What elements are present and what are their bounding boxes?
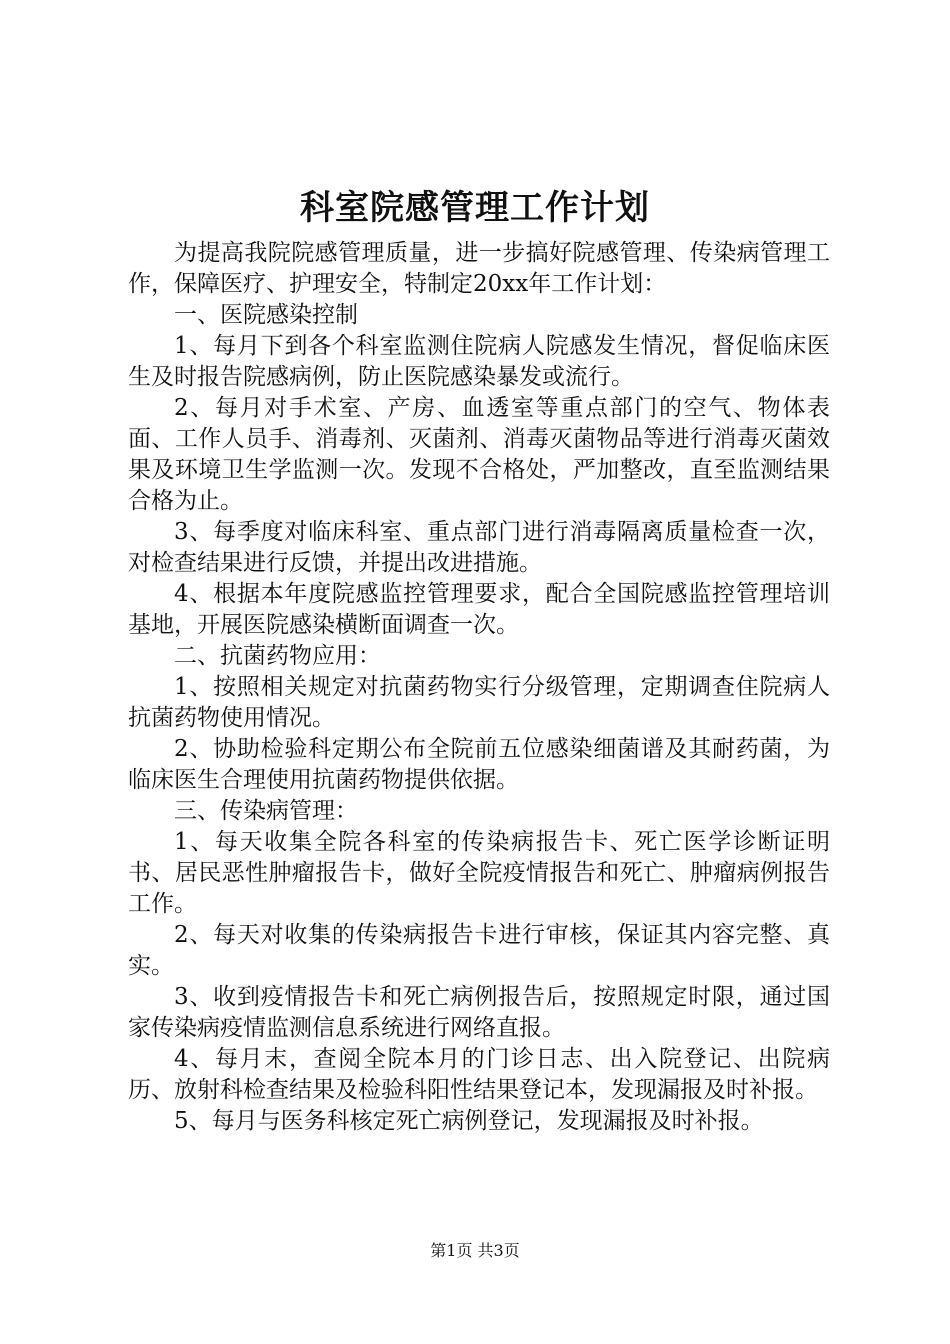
section-heading-infectious-disease: 三、传染病管理： — [174, 798, 358, 824]
section-heading-antibiotics: 二、抗菌药物应用： — [174, 643, 381, 669]
paragraph-item: 2、每月对手术室、产房、血透室等重点部门的空气、物体表面、工作人员手、消毒剂、灭菌剂、消毒灭菌物品等进行消毒灭菌效果及环境卫生学监测一次。发现不合格处，严加整改，直至监测结果合格为止。 — [128, 395, 830, 514]
page-number-footer: 第1页 共3页 — [430, 1241, 520, 1260]
paragraph-item: 2、每天对收集的传染病报告卡进行审核，保证其内容完整、真实。 — [128, 922, 830, 979]
paragraph-item: 4、根据本年度院感监控管理要求，配合全国院感监控管理培训基地，开展医院感染横断面调查一次。 — [128, 581, 830, 638]
paragraph-item: 1、按照相关规定对抗菌药物实行分级管理，定期调查住院病人抗菌药物使用情况。 — [128, 674, 830, 731]
paragraph-item: 1、每月下到各个科室监测住院病人院感发生情况，督促临床医生及时报告院感病例，防止医院感染暴发或流行。 — [128, 333, 830, 390]
section-heading-infection-control: 一、医院感染控制 — [174, 302, 358, 328]
document-body — [128, 238, 830, 1137]
paragraph-item: 4、每月末，查阅全院本月的门诊日志、出入院登记、出院病历、放射科检查结果及检验科阳性结果登记本，发现漏报及时补报。 — [128, 1046, 830, 1103]
paragraph-item: 3、收到疫情报告卡和死亡病例报告后，按照规定时限，通过国家传染病疫情监测信息系统进行网络直报。 — [128, 984, 830, 1041]
paragraph-intro: 为提高我院院感管理质量，进一步搞好院感管理、传染病管理工作，保障医疗、护理安全，特制定20xx年工作计划： — [128, 240, 830, 297]
paragraph-item: 1、每天收集全院各科室的传染病报告卡、死亡医学诊断证明书、居民恶性肿瘤报告卡，做好全院疫情报告和死亡、肿瘤病例报告工作。 — [128, 829, 830, 917]
paragraph-item: 3、每季度对临床科室、重点部门进行消毒隔离质量检查一次，对检查结果进行反馈，并提出改进措施。 — [128, 519, 830, 576]
document-title: 科室院感管理工作计划 — [300, 188, 650, 228]
paragraph-item: 5、每月与医务科核定死亡病例登记，发现漏报及时补报。 — [174, 1108, 764, 1134]
paragraph-item: 2、协助检验科定期公布全院前五位感染细菌谱及其耐药菌，为临床医生合理使用抗菌药物提供依据。 — [128, 736, 830, 793]
